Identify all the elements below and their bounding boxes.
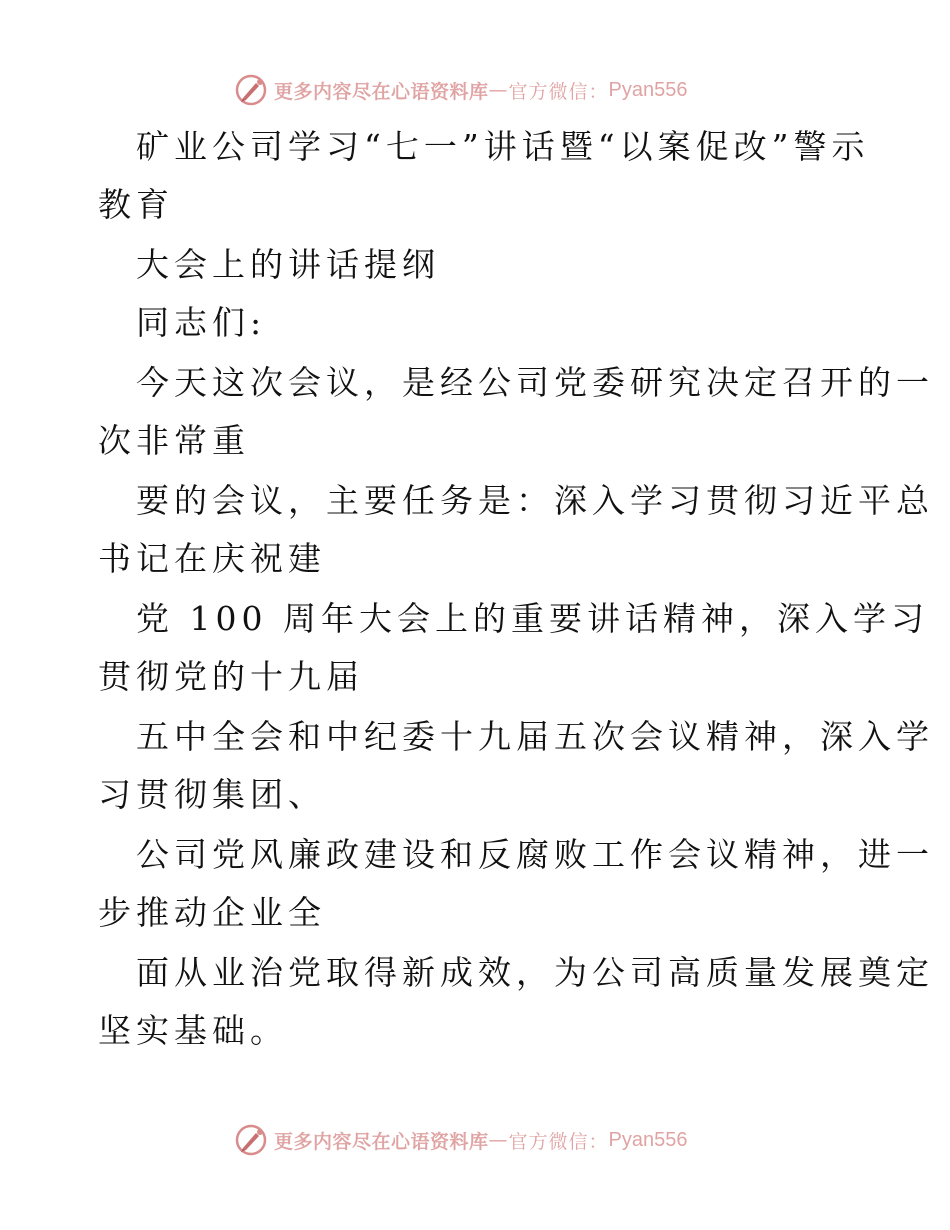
banner-main-text: 更多内容尽在心语资料库 — [274, 1130, 489, 1153]
text-line: 贯彻党的十九届 — [98, 657, 364, 696]
banner-dash: — — [488, 79, 509, 101]
banner-wechat-id: Pyan556 — [608, 1128, 688, 1151]
text-line: 今天这次会议，是经公司党委研究决定召开的一 — [136, 363, 934, 402]
text-line: 步推动企业全 — [98, 893, 326, 932]
text-line: 坚实基础。 — [98, 1011, 288, 1050]
footer-banner — [234, 1122, 688, 1158]
text-line: 习贯彻集团、 — [98, 775, 326, 814]
text-line: 五中全会和中纪委十九届五次会议精神，深入学 — [136, 717, 934, 756]
header-banner — [234, 72, 688, 108]
text-line: 面从业治党取得新成效，为公司高质量发展奠定 — [136, 953, 934, 992]
text-line: 次非常重 — [98, 421, 250, 460]
text-line: 同志们: — [136, 303, 267, 342]
banner-sub-text: 官方微信： — [508, 1130, 609, 1153]
banner-dash: — — [488, 1129, 509, 1151]
banner-main-text: 更多内容尽在心语资料库 — [274, 80, 489, 103]
text-line: 教育 — [98, 185, 174, 224]
text-line: 要的会议，主要任务是：深入学习贯彻习近平总 — [136, 481, 934, 520]
pen-circle-logo-icon — [234, 1123, 268, 1157]
text-line: 大会上的讲话提纲 — [136, 245, 440, 284]
text-line: 书记在庆祝建 — [98, 539, 326, 578]
text-line: 公司党风廉政建设和反腐败工作会议精神，进一 — [136, 835, 934, 874]
pen-circle-logo-icon — [234, 73, 268, 107]
text-line: 党 100 周年大会上的重要讲话精神，深入学习 — [136, 599, 929, 638]
banner-wechat-id: Pyan556 — [608, 78, 688, 101]
text-line: 矿业公司学习“七一”讲话暨“以案促改”警示 — [136, 127, 870, 166]
banner-sub-text: 官方微信： — [508, 80, 609, 103]
